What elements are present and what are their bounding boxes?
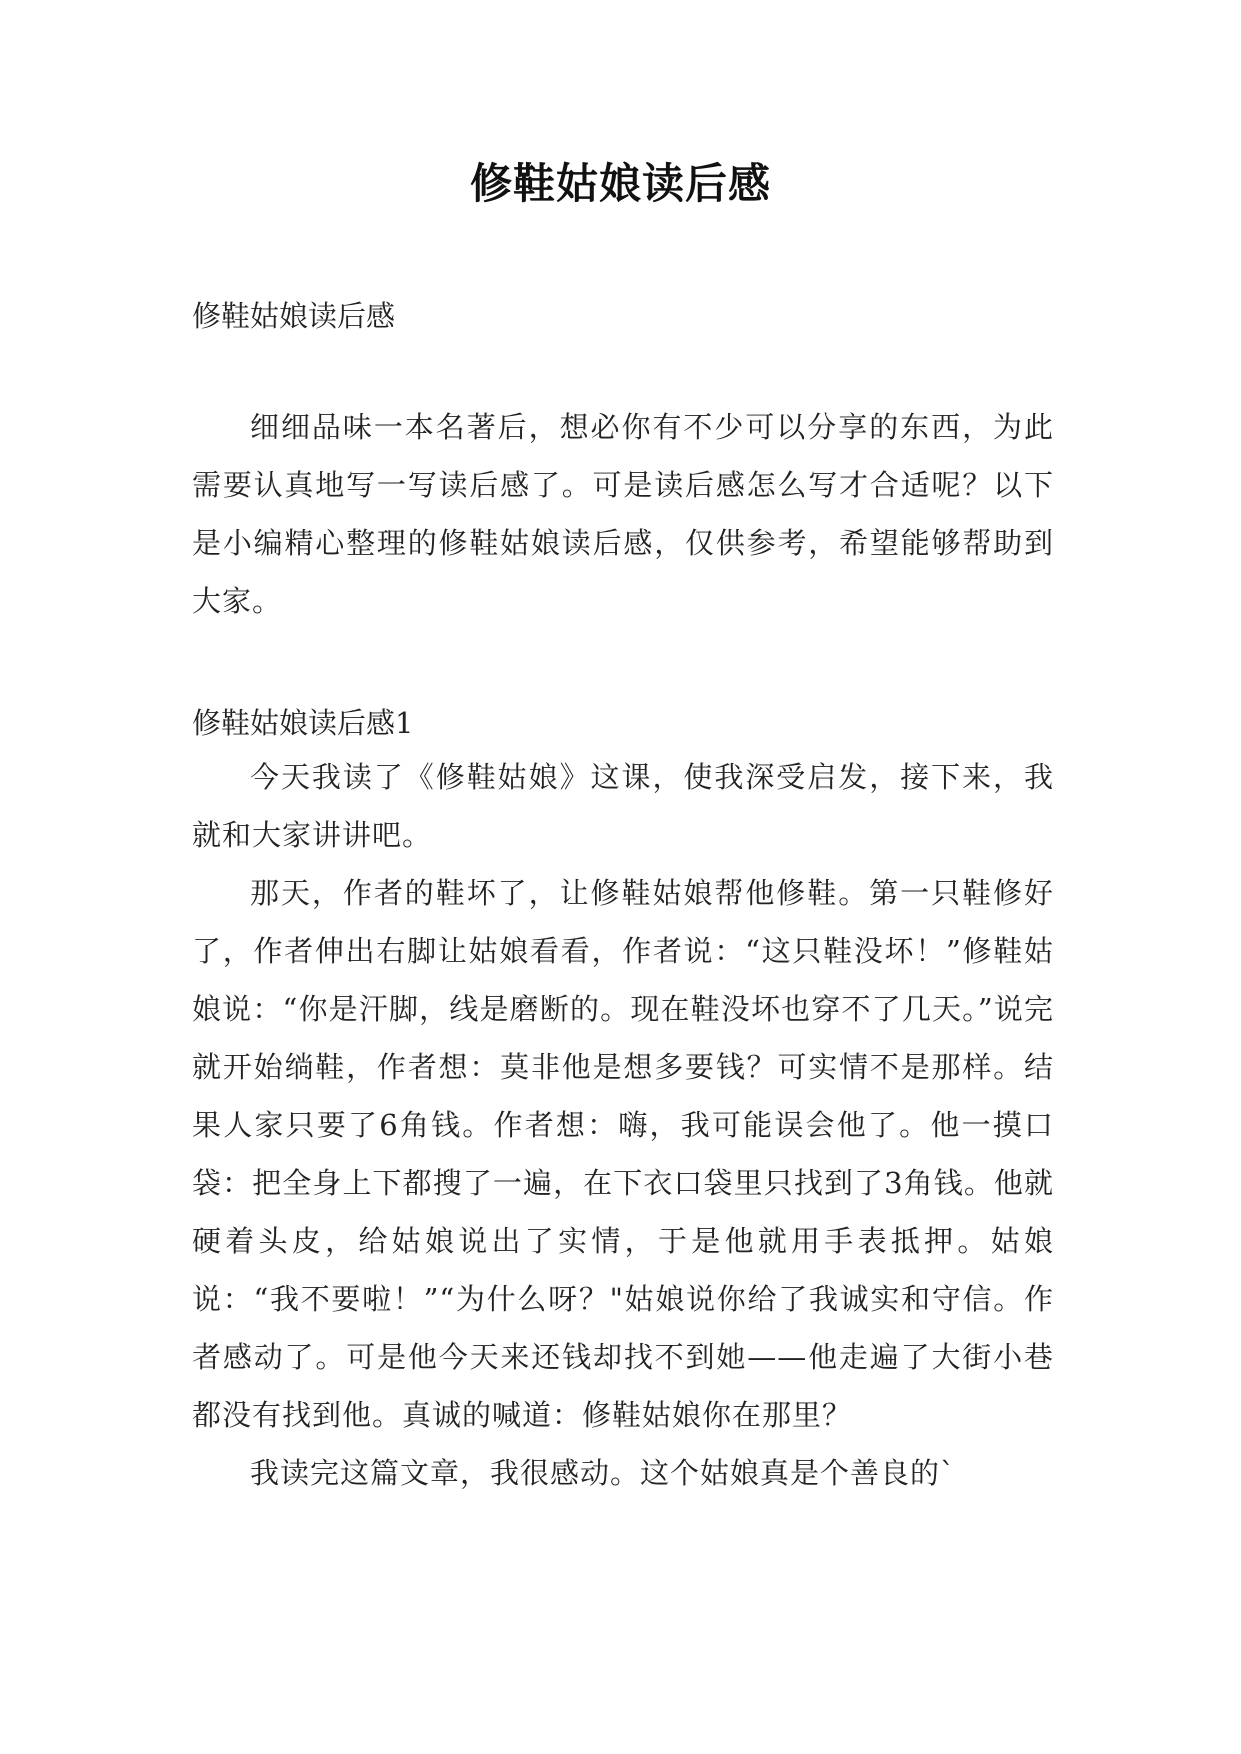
article-body [192, 748, 1054, 1502]
document-subtitle: 修鞋姑娘读后感 [192, 299, 396, 333]
intro-block [192, 398, 1054, 630]
body-paragraph: 我读完这篇文章，我很感动。这个姑娘真是个善良的` [250, 1456, 956, 1490]
section-heading: 修鞋姑娘读后感1 [192, 706, 414, 740]
body-paragraph: 今天我读了《修鞋姑娘》这课，使我深受启发，接下来，我就和大家讲讲吧。 [192, 760, 1054, 852]
body-paragraph: 那天，作者的鞋坏了，让修鞋姑娘帮他修鞋。第一只鞋修好了，作者伸出右脚让姑娘看看，作者说：“这只鞋没坏！”修鞋姑娘说：“你是汗脚，线是磨断的。现在鞋没坏也穿不了几天。”说完就开始绱鞋，作者想：莫非他是想多要钱？可实情不是那样。结果人家只要了6角钱。作者想：嗨，我可能误会他了。他一摸口袋：把全身上下都搜了一遍，在下衣口袋里只找到了3角钱。他就硬着头皮，给姑娘说出了实情，于是他就用手表抵押。姑娘说：“我不要啦！”“为什么呀？"姑娘说你给了我诚实和守信。作者感动了。可是他今天来还钱却找不到她——他走遍了大街小巷都没有找到他。真诚的喊道：修鞋姑娘你在那里？ [192, 876, 1054, 1432]
intro-paragraph: 细细品味一本名著后，想必你有不少可以分享的东西，为此需要认真地写一写读后感了。可是读后感怎么写才合适呢？以下是小编精心整理的修鞋姑娘读后感，仅供参考，希望能够帮助到大家。 [192, 410, 1054, 618]
document-title: 修鞋姑娘读后感 [469, 159, 771, 208]
